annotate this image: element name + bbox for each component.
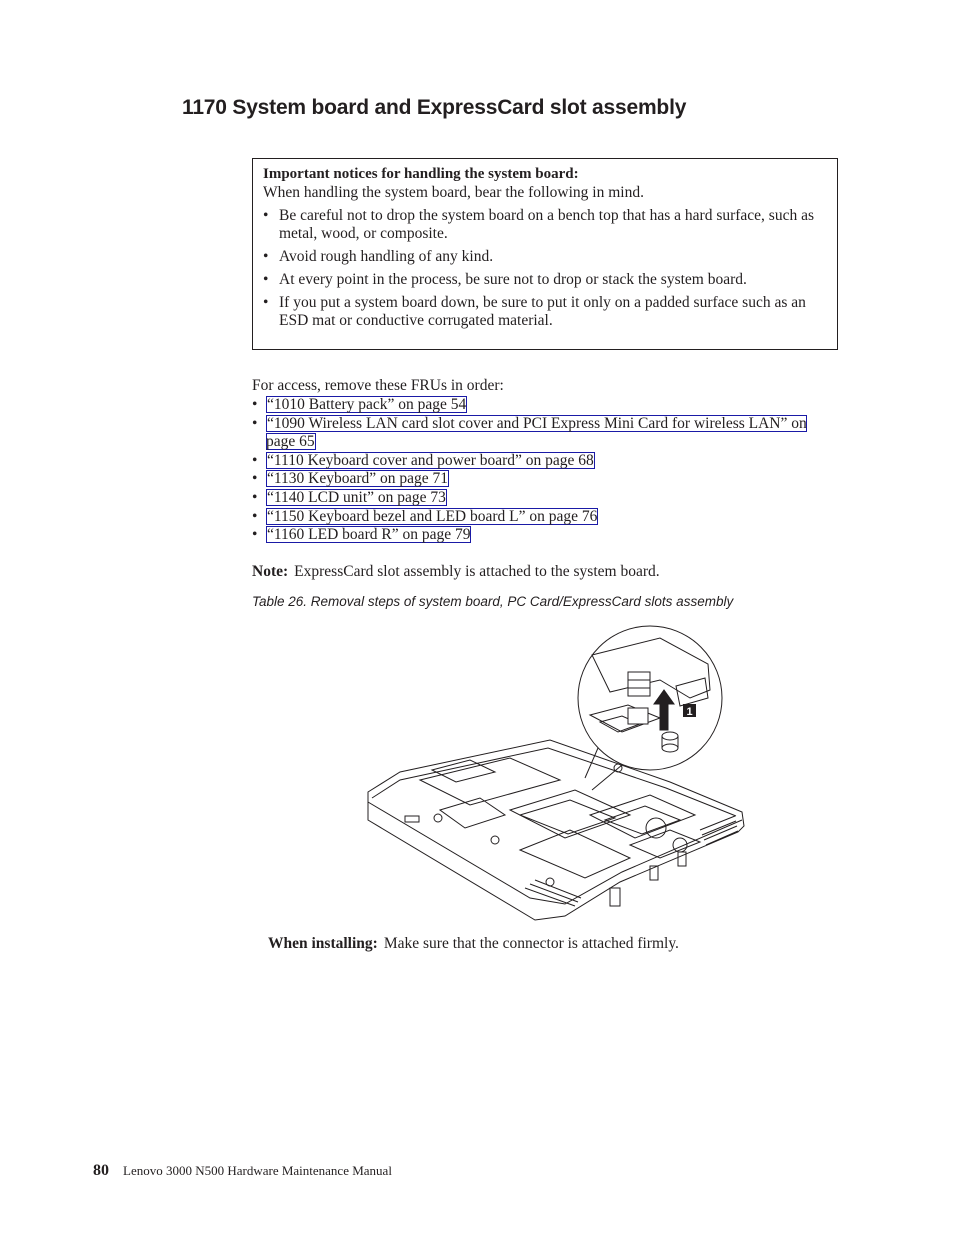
list-item: • “1130 Keyboard” on page 71 bbox=[252, 470, 449, 488]
installation-note bbox=[268, 935, 679, 953]
notice-title: Important notices for handling the system board: bbox=[263, 166, 579, 182]
fru-link-keyboard[interactable]: “1130 Keyboard” on page 71 bbox=[267, 470, 449, 488]
fru-link-lcd-unit[interactable]: “1140 LCD unit” on page 73 bbox=[267, 488, 446, 506]
notice-item: • At every point in the process, be sure not to drop or stack the system board. bbox=[263, 271, 747, 288]
fru-link-wireless-lan[interactable]: “1090 Wireless LAN card slot cover and PCI Express Mini Card for wireless LAN” on page 65 bbox=[266, 414, 807, 451]
system-board-removal-figure bbox=[360, 620, 750, 925]
table-caption: Table 26. Removal steps of system board, PC Card/ExpressCard slots assembly bbox=[252, 594, 734, 609]
fru-link-list bbox=[252, 396, 822, 545]
note-text: ExpressCard slot assembly is attached to the system board. bbox=[294, 563, 660, 580]
section-heading: 1170 System board and ExpressCard slot assembly bbox=[182, 96, 687, 119]
list-item: • “1160 LED board R” on page 79 bbox=[252, 526, 471, 544]
install-text: Make sure that the connector is attached firmly. bbox=[383, 935, 679, 952]
notice-item: • If you put a system board down, be sure to put it only on a padded surface such as an ESD mat or conductive corrugated material. bbox=[263, 294, 806, 329]
access-intro: For access, remove these FRUs in order: bbox=[252, 377, 504, 394]
fru-link-keyboard-bezel[interactable]: “1150 Keyboard bezel and LED board L” on page 76 bbox=[267, 507, 598, 525]
callout-number: 1 bbox=[686, 706, 693, 718]
notice-item: • Avoid rough handling of any kind. bbox=[263, 248, 494, 265]
notice-list bbox=[261, 207, 831, 335]
fru-link-keyboard-cover[interactable]: “1110 Keyboard cover and power board” on page 68 bbox=[267, 451, 594, 469]
page-footer bbox=[93, 1162, 392, 1180]
fru-link-battery-pack[interactable]: “1010 Battery pack” on page 54 bbox=[267, 396, 467, 413]
list-item: • “1140 LCD unit” on page 73 bbox=[252, 488, 446, 506]
notice-intro: When handling the system board, bear the following in mind. bbox=[263, 184, 644, 201]
page-number: 80 bbox=[93, 1162, 109, 1179]
notice-item: • Be careful not to drop the system board on a bench top that has a hard surface, such as metal, wood, or composite. bbox=[263, 207, 815, 242]
list-item: • “1090 Wireless LAN card slot cover and PCI Express Mini Card for wireless LAN” on page 65 bbox=[252, 414, 807, 451]
laptop-illustration bbox=[360, 620, 750, 925]
note bbox=[252, 563, 660, 581]
manual-title: Lenovo 3000 N500 Hardware Maintenance Manual bbox=[123, 1163, 392, 1178]
notice-box bbox=[252, 158, 838, 350]
install-label: When installing: bbox=[268, 935, 378, 952]
note-label: Note: bbox=[252, 563, 289, 580]
fru-link-led-board-r[interactable]: “1160 LED board R” on page 79 bbox=[267, 526, 471, 544]
list-item: • “1010 Battery pack” on page 54 bbox=[252, 396, 467, 413]
list-item: • “1150 Keyboard bezel and LED board L” on page 76 bbox=[252, 507, 598, 525]
list-item: • “1110 Keyboard cover and power board” on page 68 bbox=[252, 451, 594, 469]
